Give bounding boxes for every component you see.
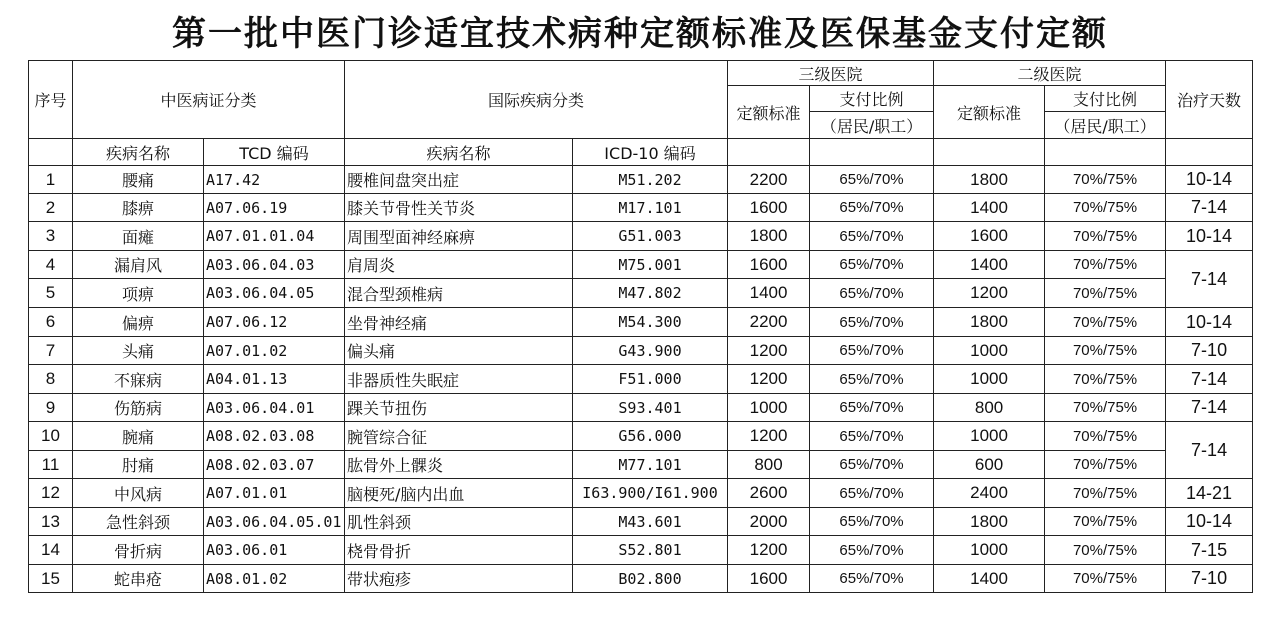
row-icd-disease-name: 非器质性失眠症	[345, 365, 573, 394]
row-tertiary-pay-ratio: 65%/70%	[810, 536, 934, 565]
row-seq: 10	[29, 422, 73, 451]
row-treatment-days: 14-21	[1166, 479, 1253, 508]
row-icd-code: M54.300	[573, 308, 728, 337]
row-secondary-pay-ratio: 70%/75%	[1045, 451, 1166, 479]
row-tcd-code: A08.02.03.08	[204, 422, 345, 451]
row-icd-disease-name: 桡骨骨折	[345, 536, 573, 565]
row-seq: 12	[29, 479, 73, 508]
row-tertiary-pay-ratio: 65%/70%	[810, 394, 934, 422]
header-tertiary-hospital: 三级医院	[728, 61, 934, 86]
table-row	[29, 394, 1253, 422]
row-treatment-days: 7-10	[1166, 337, 1253, 365]
row-tertiary-quota: 2200	[728, 166, 810, 194]
row-disease-name: 骨折病	[73, 536, 204, 565]
row-disease-name: 漏肩风	[73, 251, 204, 279]
row-disease-name: 中风病	[73, 479, 204, 508]
row-icd-disease-name: 腕管综合征	[345, 422, 573, 451]
row-treatment-days: 7-14	[1166, 365, 1253, 394]
row-disease-name: 腰痛	[73, 166, 204, 194]
row-icd-disease-name: 膝关节骨性关节炎	[345, 194, 573, 222]
header-empty	[1045, 139, 1166, 166]
header-secondary-pay-ratio: 支付比例	[1045, 86, 1166, 112]
row-treatment-days: 7-14	[1166, 394, 1253, 422]
header-empty	[728, 139, 810, 166]
row-secondary-quota: 1000	[934, 536, 1045, 565]
table-row	[29, 422, 1253, 451]
row-seq: 15	[29, 565, 73, 593]
row-secondary-pay-ratio: 70%/75%	[1045, 508, 1166, 536]
row-tertiary-quota: 1800	[728, 222, 810, 251]
row-tcd-code: A03.06.04.05.01	[204, 508, 345, 536]
row-tcd-code: A03.06.04.01	[204, 394, 345, 422]
row-disease-name: 项痹	[73, 279, 204, 308]
row-disease-name: 伤筋病	[73, 394, 204, 422]
row-tertiary-pay-ratio: 65%/70%	[810, 308, 934, 337]
row-secondary-pay-ratio: 70%/75%	[1045, 365, 1166, 394]
row-icd-code: S93.401	[573, 394, 728, 422]
row-tertiary-pay-ratio: 65%/70%	[810, 166, 934, 194]
row-treatment-days: 7-15	[1166, 536, 1253, 565]
row-tcd-code: A08.02.03.07	[204, 451, 345, 479]
document-title: 第一批中医门诊适宜技术病种定额标准及医保基金支付定额	[172, 14, 1108, 54]
header-tertiary-pay-ratio: 支付比例	[810, 86, 934, 112]
row-secondary-pay-ratio: 70%/75%	[1045, 279, 1166, 308]
row-tertiary-pay-ratio: 65%/70%	[810, 565, 934, 593]
row-icd-code: M77.101	[573, 451, 728, 479]
row-seq: 9	[29, 394, 73, 422]
row-secondary-quota: 800	[934, 394, 1045, 422]
row-icd-disease-name: 坐骨神经痛	[345, 308, 573, 337]
row-icd-disease-name: 肱骨外上髁炎	[345, 451, 573, 479]
row-secondary-quota: 1400	[934, 194, 1045, 222]
row-secondary-quota: 2400	[934, 479, 1045, 508]
row-tertiary-pay-ratio: 65%/70%	[810, 279, 934, 308]
row-seq: 6	[29, 308, 73, 337]
header-secondary-hospital: 二级医院	[934, 61, 1166, 86]
row-secondary-quota: 1000	[934, 365, 1045, 394]
row-icd-disease-name: 带状疱疹	[345, 565, 573, 593]
header-secondary-quota: 定额标准	[934, 86, 1045, 139]
row-secondary-pay-ratio: 70%/75%	[1045, 308, 1166, 337]
row-tertiary-quota: 1200	[728, 536, 810, 565]
row-secondary-pay-ratio: 70%/75%	[1045, 337, 1166, 365]
row-treatment-days: 10-14	[1166, 308, 1253, 337]
row-tertiary-quota: 1200	[728, 337, 810, 365]
row-disease-name: 蛇串疮	[73, 565, 204, 593]
row-tcd-code: A03.06.01	[204, 536, 345, 565]
table-row	[29, 451, 1253, 479]
row-tertiary-quota: 2600	[728, 479, 810, 508]
header-empty	[934, 139, 1045, 166]
row-icd-code: M75.001	[573, 251, 728, 279]
row-secondary-quota: 1400	[934, 251, 1045, 279]
table-row	[29, 337, 1253, 365]
row-secondary-quota: 600	[934, 451, 1045, 479]
row-secondary-quota: 1800	[934, 508, 1045, 536]
row-tcd-code: A07.01.01.04	[204, 222, 345, 251]
row-disease-name: 急性斜颈	[73, 508, 204, 536]
row-tcd-code: A17.42	[204, 166, 345, 194]
row-tcd-code: A08.01.02	[204, 565, 345, 593]
row-tertiary-quota: 800	[728, 451, 810, 479]
row-icd-disease-name: 肌性斜颈	[345, 508, 573, 536]
row-seq: 3	[29, 222, 73, 251]
table-row	[29, 565, 1253, 593]
row-secondary-pay-ratio: 70%/75%	[1045, 422, 1166, 451]
header-empty	[1166, 139, 1253, 166]
row-disease-name: 头痛	[73, 337, 204, 365]
header-icd-code: ICD-10 编码	[573, 139, 728, 166]
table-row	[29, 279, 1253, 308]
row-tertiary-pay-ratio: 65%/70%	[810, 222, 934, 251]
row-tertiary-quota: 2000	[728, 508, 810, 536]
row-treatment-days: 7-14	[1166, 194, 1253, 222]
header-tcm-category: 中医病证分类	[73, 61, 345, 139]
header-empty	[810, 139, 934, 166]
header-empty-seq	[29, 139, 73, 166]
row-tertiary-quota: 1600	[728, 194, 810, 222]
row-treatment-days: 10-14	[1166, 166, 1253, 194]
row-icd-code: G43.900	[573, 337, 728, 365]
row-seq: 8	[29, 365, 73, 394]
row-treatment-days: 7-10	[1166, 565, 1253, 593]
header-intl-category: 国际疾病分类	[345, 61, 728, 139]
table-row	[29, 479, 1253, 508]
row-disease-name: 偏痹	[73, 308, 204, 337]
row-icd-code: M17.101	[573, 194, 728, 222]
row-treatment-days: 10-14	[1166, 222, 1253, 251]
row-treatment-days: 7-14	[1166, 422, 1253, 479]
row-treatment-days: 7-14	[1166, 251, 1253, 308]
row-tcd-code: A03.06.04.05	[204, 279, 345, 308]
row-icd-code: S52.801	[573, 536, 728, 565]
row-seq: 13	[29, 508, 73, 536]
table-row	[29, 308, 1253, 337]
row-seq: 4	[29, 251, 73, 279]
table-row	[29, 536, 1253, 565]
row-icd-disease-name: 脑梗死/脑内出血	[345, 479, 573, 508]
row-icd-disease-name: 踝关节扭伤	[345, 394, 573, 422]
row-icd-disease-name: 混合型颈椎病	[345, 279, 573, 308]
table-row	[29, 251, 1253, 279]
row-treatment-days: 10-14	[1166, 508, 1253, 536]
row-icd-disease-name: 腰椎间盘突出症	[345, 166, 573, 194]
row-tcd-code: A03.06.04.03	[204, 251, 345, 279]
row-disease-name: 膝痹	[73, 194, 204, 222]
row-tertiary-pay-ratio: 65%/70%	[810, 337, 934, 365]
row-tertiary-pay-ratio: 65%/70%	[810, 451, 934, 479]
header-secondary-pay-ratio-sub: （居民/职工）	[1045, 112, 1166, 139]
row-seq: 7	[29, 337, 73, 365]
row-disease-name: 不寐病	[73, 365, 204, 394]
row-tertiary-quota: 1200	[728, 365, 810, 394]
row-tertiary-quota: 1400	[728, 279, 810, 308]
row-tcd-code: A04.01.13	[204, 365, 345, 394]
row-icd-code: M51.202	[573, 166, 728, 194]
row-tertiary-pay-ratio: 65%/70%	[810, 194, 934, 222]
row-tcd-code: A07.01.01	[204, 479, 345, 508]
header-tcd-code: TCD 编码	[204, 139, 345, 166]
row-tertiary-pay-ratio: 65%/70%	[810, 365, 934, 394]
row-secondary-pay-ratio: 70%/75%	[1045, 565, 1166, 593]
row-icd-code: M47.802	[573, 279, 728, 308]
row-icd-disease-name: 肩周炎	[345, 251, 573, 279]
row-icd-disease-name: 周围型面神经麻痹	[345, 222, 573, 251]
row-tertiary-pay-ratio: 65%/70%	[810, 422, 934, 451]
row-tcd-code: A07.06.19	[204, 194, 345, 222]
header-seq: 序号	[29, 61, 73, 139]
row-tertiary-quota: 2200	[728, 308, 810, 337]
header-treatment-days: 治疗天数	[1166, 61, 1253, 139]
row-secondary-pay-ratio: 70%/75%	[1045, 251, 1166, 279]
row-seq: 5	[29, 279, 73, 308]
header-disease-name: 疾病名称	[73, 139, 204, 166]
row-tertiary-quota: 1600	[728, 251, 810, 279]
row-seq: 11	[29, 451, 73, 479]
row-tertiary-pay-ratio: 65%/70%	[810, 479, 934, 508]
row-tertiary-quota: 1000	[728, 394, 810, 422]
header-icd-disease-name: 疾病名称	[345, 139, 573, 166]
row-tcd-code: A07.01.02	[204, 337, 345, 365]
row-secondary-quota: 1000	[934, 337, 1045, 365]
row-disease-name: 面瘫	[73, 222, 204, 251]
row-icd-code: I63.900/I61.900	[573, 479, 728, 508]
table-body	[29, 166, 1253, 593]
row-secondary-pay-ratio: 70%/75%	[1045, 536, 1166, 565]
row-tertiary-pay-ratio: 65%/70%	[810, 251, 934, 279]
row-secondary-pay-ratio: 70%/75%	[1045, 479, 1166, 508]
row-tertiary-quota: 1200	[728, 422, 810, 451]
table-row	[29, 194, 1253, 222]
row-icd-disease-name: 偏头痛	[345, 337, 573, 365]
row-secondary-quota: 1400	[934, 565, 1045, 593]
row-seq: 2	[29, 194, 73, 222]
header-tertiary-quota: 定额标准	[728, 86, 810, 139]
header-tertiary-pay-ratio-sub: （居民/职工）	[810, 112, 934, 139]
row-secondary-quota: 1200	[934, 279, 1045, 308]
row-icd-code: B02.800	[573, 565, 728, 593]
table-row	[29, 508, 1253, 536]
row-disease-name: 肘痛	[73, 451, 204, 479]
row-seq: 1	[29, 166, 73, 194]
table-row	[29, 365, 1253, 394]
row-secondary-quota: 1800	[934, 166, 1045, 194]
row-secondary-pay-ratio: 70%/75%	[1045, 222, 1166, 251]
row-seq: 14	[29, 536, 73, 565]
row-tertiary-quota: 1600	[728, 565, 810, 593]
row-icd-code: F51.000	[573, 365, 728, 394]
table-row	[29, 222, 1253, 251]
row-secondary-quota: 1600	[934, 222, 1045, 251]
row-icd-code: M43.601	[573, 508, 728, 536]
row-secondary-pay-ratio: 70%/75%	[1045, 194, 1166, 222]
row-tertiary-pay-ratio: 65%/70%	[810, 508, 934, 536]
row-disease-name: 腕痛	[73, 422, 204, 451]
row-secondary-pay-ratio: 70%/75%	[1045, 394, 1166, 422]
row-secondary-quota: 1800	[934, 308, 1045, 337]
row-icd-code: G56.000	[573, 422, 728, 451]
row-secondary-quota: 1000	[934, 422, 1045, 451]
row-tcd-code: A07.06.12	[204, 308, 345, 337]
row-secondary-pay-ratio: 70%/75%	[1045, 166, 1166, 194]
quota-table	[28, 60, 1253, 593]
table-row	[29, 166, 1253, 194]
row-icd-code: G51.003	[573, 222, 728, 251]
